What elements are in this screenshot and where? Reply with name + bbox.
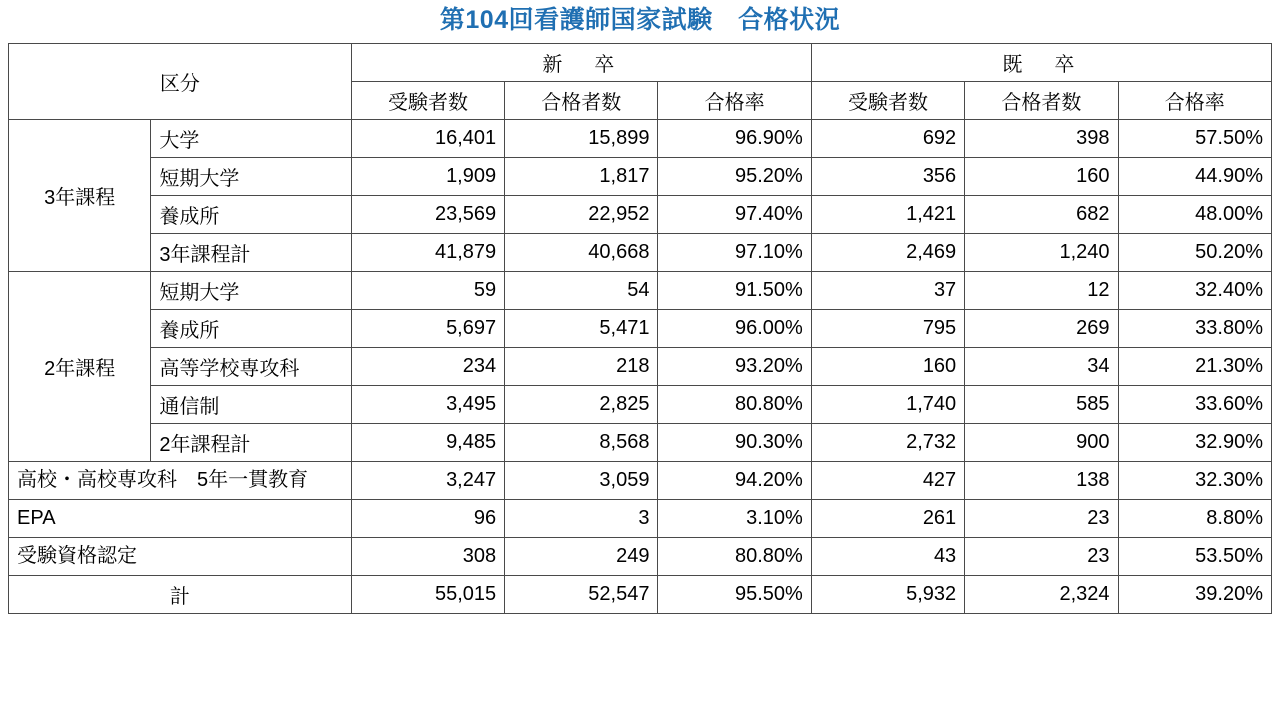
cell-old-passers: 160	[965, 158, 1118, 196]
cell-new-passers: 15,899	[505, 120, 658, 158]
cell-old-rate: 53.50%	[1118, 538, 1271, 576]
cell-new-passers: 3	[505, 500, 658, 538]
cell-old-examinees: 1,421	[811, 196, 964, 234]
cell-new-rate: 95.50%	[658, 576, 811, 614]
cell-old-examinees: 160	[811, 348, 964, 386]
cell-old-examinees: 37	[811, 272, 964, 310]
cell-new-rate: 97.10%	[658, 234, 811, 272]
cell-old-passers: 138	[965, 462, 1118, 500]
page-title: 第104回看護師国家試験 合格状況	[439, 6, 841, 34]
cell-new-examinees: 3,247	[351, 462, 504, 500]
cell-new-passers: 8,568	[505, 424, 658, 462]
row-label: 養成所	[151, 310, 351, 348]
cell-old-examinees: 356	[811, 158, 964, 196]
table-body	[9, 120, 1272, 614]
table-row	[9, 234, 1272, 272]
row-label: 短期大学	[151, 158, 351, 196]
header-old-rate: 合格率	[1118, 82, 1271, 120]
cell-new-examinees: 16,401	[351, 120, 504, 158]
cell-new-examinees: 234	[351, 348, 504, 386]
cell-old-passers: 682	[965, 196, 1118, 234]
cell-old-rate: 44.90%	[1118, 158, 1271, 196]
row-label: 3年課程計	[151, 234, 351, 272]
table-row	[9, 538, 1272, 576]
cell-old-rate: 33.80%	[1118, 310, 1271, 348]
cell-old-examinees: 692	[811, 120, 964, 158]
table-row	[9, 386, 1272, 424]
cell-old-examinees: 261	[811, 500, 964, 538]
table-row	[9, 120, 1272, 158]
cell-new-passers: 2,825	[505, 386, 658, 424]
cell-old-rate: 57.50%	[1118, 120, 1271, 158]
cell-new-rate: 96.90%	[658, 120, 811, 158]
table-row-total	[9, 576, 1272, 614]
row-label: 2年課程計	[151, 424, 351, 462]
cell-old-rate: 32.90%	[1118, 424, 1271, 462]
cell-new-passers: 54	[505, 272, 658, 310]
header-new-examinees: 受験者数	[351, 82, 504, 120]
header-group-new: 新 卒	[351, 44, 811, 82]
cell-new-passers: 22,952	[505, 196, 658, 234]
header-row-groups	[9, 44, 1272, 82]
row-label-epa: EPA	[9, 500, 352, 538]
cell-old-rate: 8.80%	[1118, 500, 1271, 538]
cell-old-passers: 23	[965, 538, 1118, 576]
row-label: 通信制	[151, 386, 351, 424]
header-old-examinees: 受験者数	[811, 82, 964, 120]
cell-old-examinees: 43	[811, 538, 964, 576]
cell-old-rate: 32.40%	[1118, 272, 1271, 310]
row-label-qualification: 受験資格認定	[9, 538, 352, 576]
cell-new-examinees: 5,697	[351, 310, 504, 348]
table-row	[9, 462, 1272, 500]
table-row	[9, 310, 1272, 348]
header-group-old: 既 卒	[811, 44, 1271, 82]
cell-new-rate: 80.80%	[658, 386, 811, 424]
cell-new-examinees: 23,569	[351, 196, 504, 234]
row-label-highschool: 高校・高校専攻科 5年一貫教育	[9, 462, 352, 500]
cell-new-passers: 52,547	[505, 576, 658, 614]
cell-new-rate: 93.20%	[658, 348, 811, 386]
cell-new-passers: 249	[505, 538, 658, 576]
cell-new-passers: 3,059	[505, 462, 658, 500]
cell-old-passers: 1,240	[965, 234, 1118, 272]
cell-old-rate: 50.20%	[1118, 234, 1271, 272]
cell-old-passers: 12	[965, 272, 1118, 310]
row-label: 養成所	[151, 196, 351, 234]
cell-old-passers: 585	[965, 386, 1118, 424]
table-row	[9, 348, 1272, 386]
pass-rate-table	[8, 43, 1272, 614]
cell-new-passers: 218	[505, 348, 658, 386]
header-new-passers: 合格者数	[505, 82, 658, 120]
cell-old-passers: 398	[965, 120, 1118, 158]
cell-old-passers: 900	[965, 424, 1118, 462]
table-header	[9, 44, 1272, 120]
cell-new-rate: 96.00%	[658, 310, 811, 348]
cell-old-rate: 21.30%	[1118, 348, 1271, 386]
cell-old-examinees: 2,469	[811, 234, 964, 272]
table-row	[9, 272, 1272, 310]
row-label: 短期大学	[151, 272, 351, 310]
cell-old-examinees: 795	[811, 310, 964, 348]
cell-new-passers: 40,668	[505, 234, 658, 272]
cell-new-rate: 95.20%	[658, 158, 811, 196]
table-row	[9, 424, 1272, 462]
cell-new-rate: 90.30%	[658, 424, 811, 462]
cell-new-passers: 1,817	[505, 158, 658, 196]
header-kubun: 区分	[9, 44, 352, 120]
cell-new-rate: 3.10%	[658, 500, 811, 538]
section-label-3year: 3年課程	[9, 120, 151, 272]
cell-old-examinees: 2,732	[811, 424, 964, 462]
cell-new-passers: 5,471	[505, 310, 658, 348]
cell-new-rate: 97.40%	[658, 196, 811, 234]
cell-new-examinees: 1,909	[351, 158, 504, 196]
cell-new-examinees: 96	[351, 500, 504, 538]
cell-new-examinees: 9,485	[351, 424, 504, 462]
cell-old-examinees: 1,740	[811, 386, 964, 424]
cell-old-passers: 23	[965, 500, 1118, 538]
header-new-rate: 合格率	[658, 82, 811, 120]
section-label-2year: 2年課程	[9, 272, 151, 462]
table-row	[9, 158, 1272, 196]
cell-new-rate: 80.80%	[658, 538, 811, 576]
cell-old-passers: 34	[965, 348, 1118, 386]
cell-old-rate: 48.00%	[1118, 196, 1271, 234]
row-label-total: 計	[9, 576, 352, 614]
row-label: 大学	[151, 120, 351, 158]
cell-new-examinees: 59	[351, 272, 504, 310]
cell-old-rate: 39.20%	[1118, 576, 1271, 614]
cell-old-examinees: 427	[811, 462, 964, 500]
cell-old-passers: 269	[965, 310, 1118, 348]
table-row	[9, 500, 1272, 538]
cell-new-rate: 91.50%	[658, 272, 811, 310]
cell-new-examinees: 55,015	[351, 576, 504, 614]
cell-new-examinees: 41,879	[351, 234, 504, 272]
cell-old-examinees: 5,932	[811, 576, 964, 614]
cell-new-rate: 94.20%	[658, 462, 811, 500]
row-label: 高等学校専攻科	[151, 348, 351, 386]
cell-old-rate: 33.60%	[1118, 386, 1271, 424]
header-old-passers: 合格者数	[965, 82, 1118, 120]
table-row	[9, 196, 1272, 234]
cell-old-rate: 32.30%	[1118, 462, 1271, 500]
cell-new-examinees: 3,495	[351, 386, 504, 424]
cell-new-examinees: 308	[351, 538, 504, 576]
cell-old-passers: 2,324	[965, 576, 1118, 614]
